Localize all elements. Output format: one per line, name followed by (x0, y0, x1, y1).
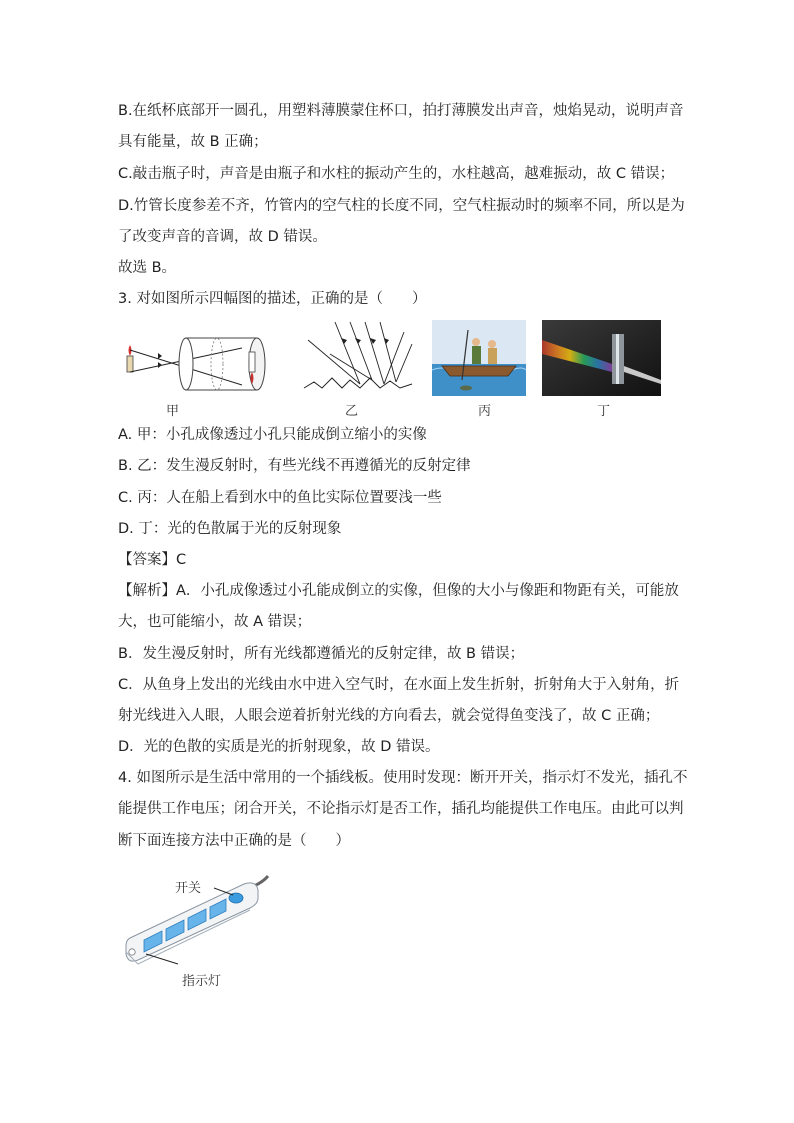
fishing-boat-figure (432, 320, 526, 396)
analysis-line: B．发生漫反射时，所有光线都遵循光的反射定律，故 B 错误； (118, 646, 525, 662)
indicator-light-label: 指示灯 (182, 974, 222, 989)
text-line: 了改变声音的音调，故 D 错误。 (118, 229, 327, 245)
figure-caption-bing: 丙 (478, 404, 492, 419)
text-line: B.在纸杯底部开一圆孔，用塑料薄膜蒙住杯口，拍打薄膜发出声音，烛焰晃动，说明声音 (118, 103, 684, 119)
prism-dispersion-figure (542, 320, 661, 396)
question-3: 3. 对如图所示四幅图的描述，正确的是（ ） (118, 291, 427, 307)
diffuse-reflection-figure (300, 318, 416, 396)
pinhole-camera-figure (122, 330, 282, 400)
option-b: B. 乙：发生漫反射时，有些光线不再遵循光的反射定律 (118, 458, 471, 474)
option-d: D. 丁：光的色散属于光的反射现象 (118, 521, 342, 537)
question-4: 能提供工作电压；闭合开关，不论指示灯是否工作，插孔均能提供工作电压。由此可以判 (118, 801, 684, 817)
option-c: C. 丙：人在船上看到水中的鱼比实际位置要浅一些 (118, 490, 442, 506)
switch-label: 开关 (175, 881, 202, 896)
analysis-line: 【解析】A．小孔成像透过小孔能成倒立的实像，但像的大小与像距和物距有关，可能放 (118, 583, 679, 599)
analysis-line: 射光线进入人眼，人眼会逆着折射光线的方向看去，就会觉得鱼变浅了，故 C 正确； (118, 708, 660, 724)
answer: 【答案】C (118, 552, 187, 568)
figure-caption-jia: 甲 (166, 404, 180, 419)
figure-caption-ding: 丁 (597, 404, 611, 419)
text-line: 故选 B。 (118, 260, 177, 276)
analysis-line: C．从鱼身上发出的光线由水中进入空气时，在水面上发生折射，折射角大于入射角，折 (118, 677, 680, 693)
question-4: 断下面连接方法中正确的是（ ） (118, 833, 350, 849)
text-line: C.敲击瓶子时，声音是由瓶子和水柱的振动产生的，水柱越高，越难振动，故 C 错误； (118, 166, 675, 182)
figure-caption-yi: 乙 (345, 404, 359, 419)
option-a: A. 甲：小孔成像透过小孔只能成倒立缩小的实像 (118, 427, 427, 443)
analysis-line: D．光的色散的实质是光的折射现象，故 D 错误。 (118, 739, 440, 755)
analysis-line: 大，也可能缩小，故 A 错误； (118, 614, 312, 630)
text-line: D.竹管长度参差不齐，竹管内的空气柱的长度不同，空气柱振动时的频率不同，所以是为 (118, 198, 685, 214)
text-line: 具有能量，故 B 正确； (118, 134, 268, 150)
question-4: 4. 如图所示是生活中常用的一个插线板。使用时发现：断开开关，指示灯不发光，插孔不 (118, 770, 688, 786)
